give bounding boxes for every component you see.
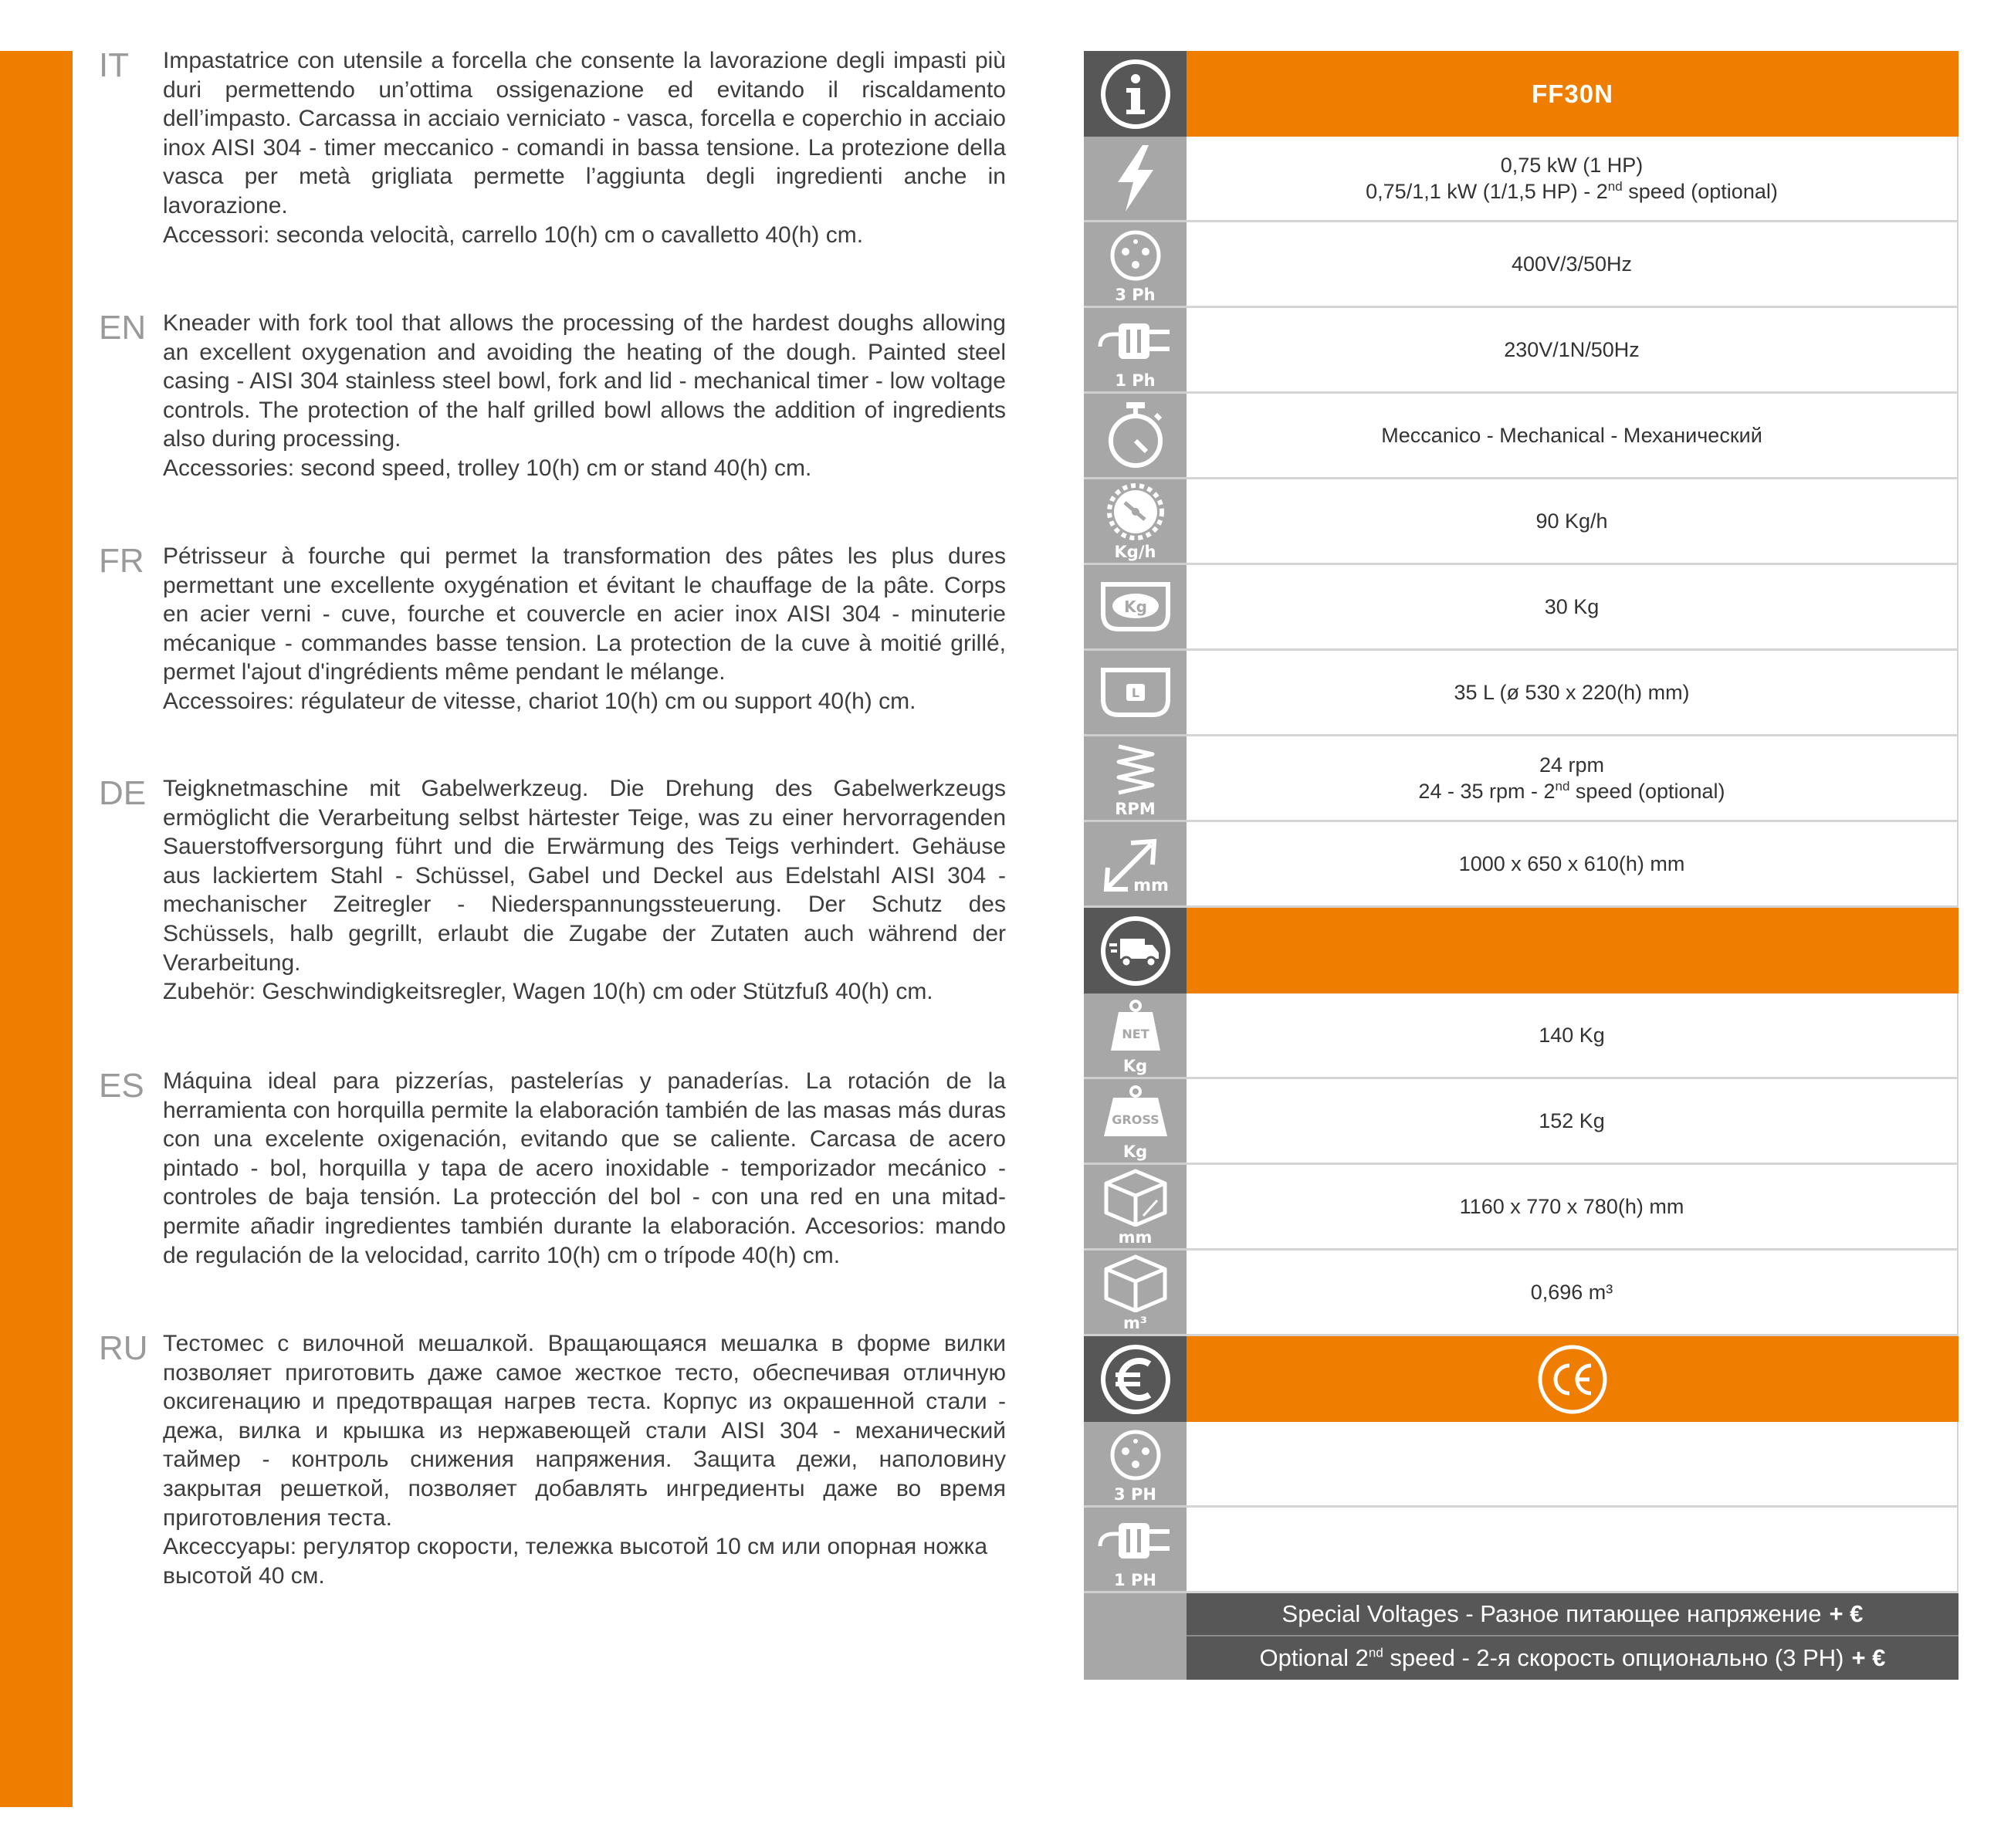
lang-code-en: EN <box>99 309 147 347</box>
euro-icon <box>1084 1336 1187 1422</box>
footer-special-voltages <box>1084 1593 1959 1636</box>
model-title: FF30N <box>1532 79 1613 108</box>
spec-row-dimensions <box>1084 822 1959 908</box>
spec-row-volume <box>1084 1251 1959 1336</box>
accessories-text-fr: Accessoires: régulateur de vitesse, chariot 10(h) cm ou support 40(h) cm. <box>163 688 916 714</box>
single-phase-plug-icon <box>1084 1508 1187 1593</box>
spec-row-price-header <box>1084 1336 1959 1422</box>
description-text-it: Impastatrice con utensile a forcella che consente la lavorazione degli impasti più duri permettendo un’ottima ossigenazione ed evitando il riscaldamento dell’impasto. Carcassa in acciaio verniciato - vasca, forcella e coperchio in acciaio inox AISI 304 - timer meccanico - comandi in bassa tensione. La protezione della vasca per metà grigliata permette l’aggiunta degli ingredienti anche in lavorazione. <box>163 48 1006 218</box>
bowl-liters-icon <box>1084 651 1187 736</box>
optional-speed-text: Optional 2nd speed - 2-я скорость опционально (3 PH) <box>1259 1644 1844 1671</box>
description-text-es: Máquina ideal para pizzerías, pastelerías y panaderías. La rotación de la herramienta con horquilla permite la elaboración también de las masas más duras con una excelente oxigenación, evitando que se caliente. Carcasa de acero pintado - bol, horquilla y tapa de acero inoxidable - temporizador mecánico - controles de baja tensión. La protección del bol - con una red en una mitad- permite añadir ingredientes también durante la elaboración. Accesorios: mando de regulación de la velocidad, carrito 10(h) cm o trípode 40(h) cm. <box>163 1068 1006 1268</box>
svg-text:L: L <box>1131 685 1139 700</box>
orange-side-bar <box>0 51 73 1807</box>
gross-kg-label: Kg <box>1122 1142 1148 1161</box>
power-line-2: 0,75/1,1 kW (1/1,5 HP) - 2nd speed (optional) <box>1366 179 1778 203</box>
power-line-1: 0,75 kW (1 HP) <box>1500 154 1644 177</box>
rpm-line-1: 24 rpm <box>1539 753 1605 777</box>
net-kg-label: Kg <box>1122 1057 1148 1075</box>
spec-row-rpm <box>1084 736 1959 822</box>
spec-row-gross-weight <box>1084 1079 1959 1165</box>
ph1-upper-label: 1 PH <box>1114 1571 1156 1589</box>
dimensions-value: 1000 x 650 x 610(h) mm <box>1458 852 1685 875</box>
lang-code-de: DE <box>99 774 147 812</box>
gross-weight-icon <box>1084 1079 1187 1165</box>
ph3-label: 3 Ph <box>1115 286 1156 304</box>
accessories-text-it: Accessori: seconda velocità, carrello 10(h) cm o cavalletto 40(h) cm. <box>163 222 864 248</box>
rpm-label: RPM <box>1115 800 1156 818</box>
lang-code-it: IT <box>99 46 130 84</box>
spec-row-price-3ph <box>1084 1422 1959 1508</box>
accessories-text-ru: Аксессуары: регулятор скорости, тележка высотой 10 см или опорная ножка высотой 40 см. <box>163 1534 988 1589</box>
production-gear-icon <box>1084 479 1187 565</box>
package-volume-icon <box>1084 1251 1187 1336</box>
price-1ph-value <box>1187 1508 1959 1593</box>
dough-kg-icon <box>1084 565 1187 651</box>
ph1-label: 1 Ph <box>1115 371 1156 390</box>
net-label: NET <box>1121 1027 1149 1041</box>
spec-row-dough <box>1084 565 1959 651</box>
spec-row-package-dimensions <box>1084 1165 1959 1251</box>
info-icon <box>1084 51 1187 137</box>
package-dimensions-icon <box>1084 1165 1187 1251</box>
rpm-line-2: 24 - 35 rpm - 2nd speed (optional) <box>1418 779 1725 803</box>
description-text-de: Teigknetmaschine mit Gabelwerkzeug. Die Drehung des Gabelwerkzeugs ermöglicht die Verarbeitung selbst härtester Teige, was zu einer hervorragenden Sauerstoffversorgung führt und die Erwärmung des Teigs verhindert. Gehäuse aus lackiertem Stahl - Schüssel, Gabel und Deckel aus Edelstahl AISI 304 - mechanischer Zeitregler - Niederspannungssteuerung. Der Schutz des Schüssels, halb gegrillt, erlaubt die Zugabe der Zutaten auch während der Verarbeitung. <box>163 776 1006 976</box>
price-3ph-value <box>1187 1422 1959 1508</box>
bowl-value: 35 L (ø 530 x 220(h) mm) <box>1454 681 1690 704</box>
mm-label: mm <box>1132 876 1169 895</box>
lightning-icon <box>1084 137 1187 222</box>
net-weight-icon <box>1084 993 1187 1079</box>
svg-text:Kg: Kg <box>1123 597 1147 616</box>
package-m3-label: m³ <box>1122 1314 1148 1332</box>
accessories-text-de: Zubehör: Geschwindigkeitsregler, Wagen 10(h) cm oder Stützfuß 40(h) cm. <box>163 979 933 1005</box>
voltage-1ph-value: 230V/1N/50Hz <box>1504 338 1640 361</box>
spec-row-shipping-header <box>1084 908 1959 993</box>
plus-euro-2: + € <box>1851 1644 1886 1671</box>
voltage-3ph-value: 400V/3/50Hz <box>1511 252 1633 276</box>
spec-row-voltage-1ph <box>1084 308 1959 394</box>
ph3-upper-label: 3 PH <box>1114 1485 1156 1504</box>
spec-row-voltage-3ph <box>1084 222 1959 308</box>
volume-value: 0,696 m³ <box>1530 1281 1613 1304</box>
footer-optional-speed <box>1084 1636 1959 1680</box>
gross-weight-value: 152 Kg <box>1539 1109 1605 1132</box>
timer-value: Meccanico - Mechanical - Механический <box>1381 424 1762 447</box>
three-phase-plug-icon <box>1084 1422 1187 1508</box>
lang-code-es: ES <box>99 1067 144 1105</box>
single-phase-plug-icon <box>1084 308 1187 394</box>
accessories-text-en: Accessories: second speed, trolley 10(h) cm or stand 40(h) cm. <box>163 455 812 481</box>
description-text-ru: Тестомес с вилочной мешалкой. Вращающаяся мешалка в форме вилки позволяет приготовить даже самое жесткое тесто, обеспечивая отличную оксигенацию и предотвращая нагрев теста. Корпус из окрашенной стали - дежа, вилка и крышка из нержавеющей стали AISI 304 - механический таймер - контроль снижения напряжения. Защита дежи, наполовину закрытая решеткой, позволяет добавлять ингредиенты даже во время приготовления теста. <box>163 1331 1006 1531</box>
spec-row-production <box>1084 479 1959 565</box>
spec-row-net-weight <box>1084 993 1959 1079</box>
rpm-spring-icon <box>1084 736 1187 822</box>
lang-code-ru: RU <box>99 1329 148 1367</box>
spec-row-price-1ph <box>1084 1508 1959 1593</box>
kgh-label: Kg/h <box>1114 543 1156 561</box>
plus-euro-1: + € <box>1829 1600 1864 1627</box>
package-mm-label: mm <box>1118 1228 1153 1247</box>
lang-code-fr: FR <box>99 542 144 580</box>
spec-row-model <box>1084 51 1959 137</box>
three-phase-plug-icon <box>1084 222 1187 308</box>
spec-row-bowl <box>1084 651 1959 736</box>
delivery-truck-icon <box>1084 908 1187 993</box>
special-voltages-text: Special Voltages - Разное питающее напряжение <box>1281 1600 1822 1627</box>
gross-label: GROSS <box>1111 1112 1160 1127</box>
production-value: 90 Kg/h <box>1535 509 1608 533</box>
description-text-fr: Pétrisseur à fourche qui permet la transformation des pâtes les plus dures permettant une excellente oxygénation et évitant le chauffage de la pâte. Corps en acier verni - cuve, fourche et couvercle en acier inox AISI 304 - minuterie mécanique - commandes basse tension. La protection de la cuve à moitié grillé, permet l'ajout d'ingrédients même pendant le mélange. <box>163 543 1006 685</box>
ce-mark-icon <box>1535 1342 1610 1416</box>
package-dimensions-value: 1160 x 770 x 780(h) mm <box>1459 1195 1684 1218</box>
timer-icon <box>1084 394 1187 479</box>
spec-row-timer <box>1084 394 1959 479</box>
spec-table <box>1084 51 1959 1680</box>
dough-capacity-value: 30 Kg <box>1544 595 1600 618</box>
description-text-en: Kneader with fork tool that allows the processing of the hardest doughs allowing an excellent oxygenation and avoiding the heating of the dough. Painted steel casing - AISI 304 stainless steel bowl, fork and lid - mechanical timer - low voltage controls. The protection of the half grilled bowl allows the addition of ingredients also during processing. <box>163 310 1006 452</box>
net-weight-value: 140 Kg <box>1539 1024 1605 1047</box>
spec-row-power <box>1084 137 1959 222</box>
dimensions-arrow-icon <box>1084 822 1187 908</box>
